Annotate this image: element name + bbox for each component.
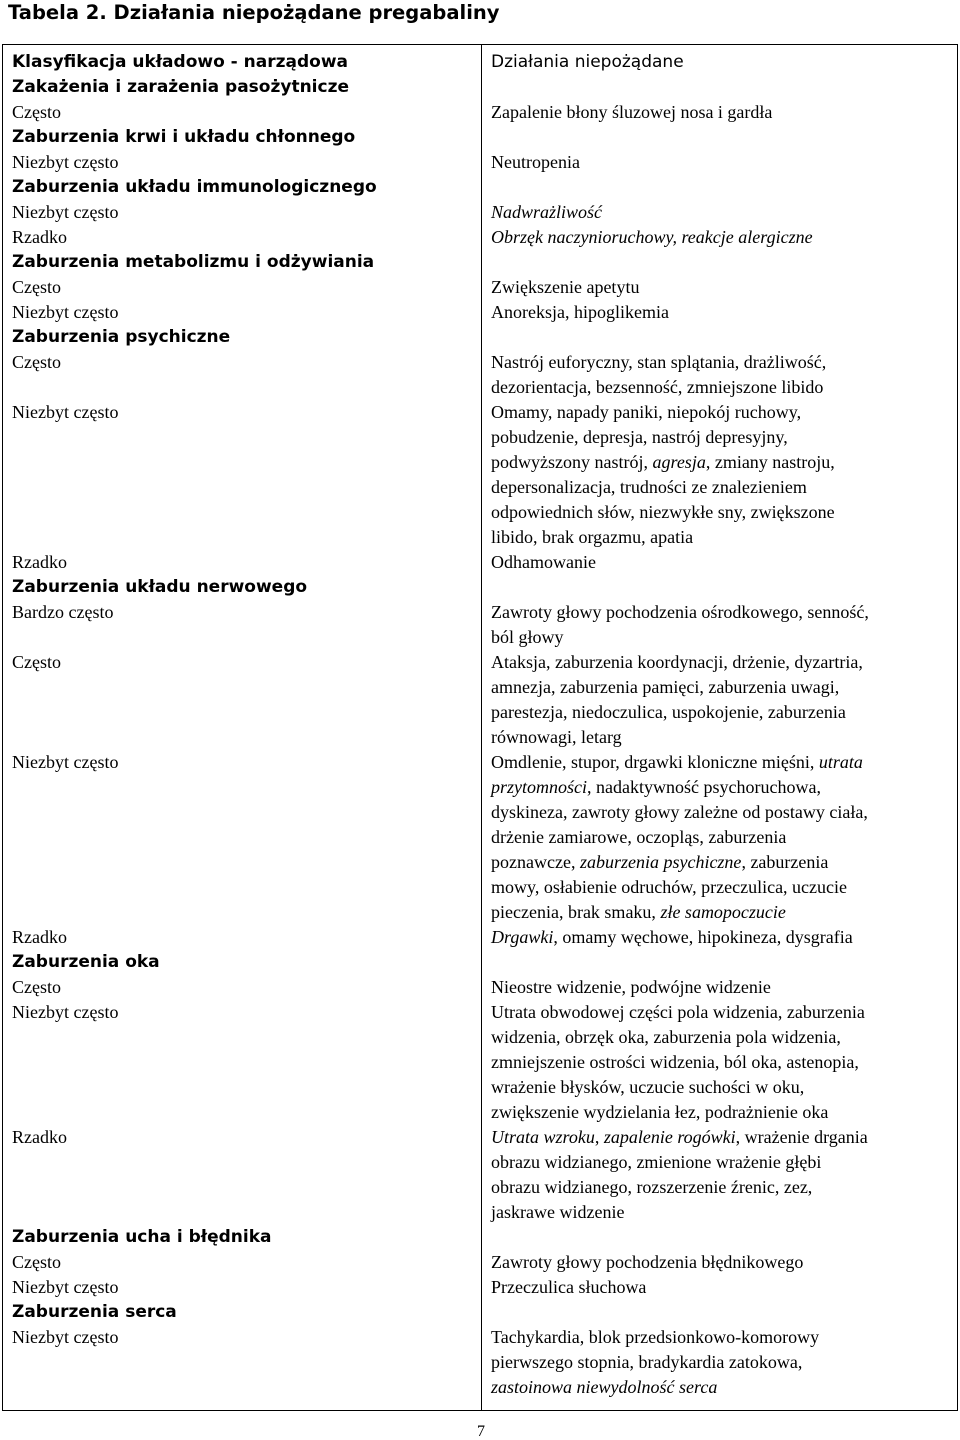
- italic-segment: agresja: [652, 452, 706, 472]
- frequency-label: Często: [12, 977, 61, 997]
- text-segment: Omamy, napady paniki, niepokój ruchowy,: [491, 402, 802, 422]
- cell-line: [491, 850, 953, 875]
- cell-line: [491, 1050, 953, 1075]
- cell-line: [491, 350, 953, 375]
- cell-line: [491, 1350, 953, 1375]
- text-segment: jaskrawe widzenie: [491, 1202, 625, 1222]
- organ-class-label: Zaburzenia psychiczne: [12, 327, 231, 347]
- cell-line: [491, 1150, 953, 1175]
- adverse-effects-cell: [491, 300, 953, 325]
- cell-line: [491, 225, 953, 250]
- frequency-label: Niezbyt często: [12, 402, 119, 422]
- column-divider: [481, 45, 482, 1410]
- text-segment: Utrata obwodowej części pola widzenia, zaburzenia: [491, 1002, 865, 1022]
- text-segment: poznawcze,: [491, 852, 580, 872]
- organ-class-label: Zakażenia i zarażenia pasożytnicze: [12, 77, 350, 97]
- cell-line: [491, 675, 953, 700]
- frequency-label: Często: [12, 1252, 61, 1272]
- cell-line: [491, 825, 953, 850]
- frequency-label: Bardzo często: [12, 602, 114, 622]
- frequency-label: Rzadko: [12, 1127, 67, 1147]
- frequency-label: Rzadko: [12, 927, 67, 947]
- adverse-effects-cell: [491, 100, 953, 125]
- cell-line: [491, 550, 953, 575]
- adverse-effects-cell: [491, 1000, 953, 1125]
- cell-line: [491, 700, 953, 725]
- cell-line: [491, 1325, 953, 1350]
- cell-line: [491, 100, 953, 125]
- text-segment: Nastrój euforyczny, stan splątania, drażliwość,: [491, 352, 827, 372]
- italic-segment: Utrata wzroku: [491, 1127, 595, 1147]
- text-segment: obrazu widzianego, rozszerzenie źrenic, zez,: [491, 1177, 813, 1197]
- cell-line: [491, 400, 953, 425]
- text-segment: , nadaktywność psychoruchowa,: [587, 777, 821, 797]
- cell-line: [491, 275, 953, 300]
- cell-line: [491, 1250, 953, 1275]
- text-segment: dyskineza, zawroty głowy zależne od postawy ciała,: [491, 802, 868, 822]
- text-segment: podwyższony nastrój,: [491, 452, 653, 472]
- adverse-effects-cell: [491, 150, 953, 175]
- organ-class-label: Zaburzenia oka: [12, 952, 160, 972]
- text-segment: dezorientacja, bezsenność, zmniejszone libido: [491, 377, 824, 397]
- adverse-effects-cell: [491, 200, 953, 225]
- adverse-effects-table: [2, 44, 958, 1411]
- cell-line: [491, 1200, 953, 1225]
- italic-segment: zapalenie rogówki: [603, 1127, 736, 1147]
- adverse-effects-cell: [491, 750, 953, 925]
- text-segment: Tachykardia, blok przedsionkowo-komorowy: [491, 1327, 820, 1347]
- organ-class-label: Zaburzenia krwi i układu chłonnego: [12, 127, 356, 147]
- cell-line: [491, 475, 953, 500]
- cell-line: [491, 975, 953, 1000]
- text-segment: , zmiany nastroju,: [705, 452, 835, 472]
- text-segment: widzenia, obrzęk oka, zaburzenia pola widzenia,: [491, 1027, 841, 1047]
- adverse-effects-cell: [491, 225, 953, 250]
- italic-segment: złe samopoczucie: [660, 902, 786, 922]
- cell-line: [491, 1175, 953, 1200]
- text-segment: zwiększenie wydzielania łez, podrażnienie oka: [491, 1102, 829, 1122]
- cell-line: [491, 450, 953, 475]
- adverse-effects-cell: [491, 275, 953, 300]
- text-segment: Omdlenie, stupor, drgawki kloniczne mięśni,: [491, 752, 819, 772]
- header-classification: Klasyfikacja układowo - narządowa: [12, 52, 349, 72]
- frequency-label: Niezbyt często: [12, 152, 119, 172]
- adverse-effects-cell: [491, 1325, 953, 1400]
- italic-segment: zaburzenia psychiczne: [579, 852, 742, 872]
- cell-line: [491, 500, 953, 525]
- cell-line: [491, 1125, 953, 1150]
- header-adverse-effects: Działania niepożądane: [491, 52, 684, 72]
- cell-line: [491, 800, 953, 825]
- frequency-label: Niezbyt często: [12, 1002, 119, 1022]
- text-segment: pierwszego stopnia, bradykardia zatokowa,: [491, 1352, 803, 1372]
- cell-line: [491, 925, 953, 950]
- adverse-effects-cell: [491, 550, 953, 575]
- italic-segment: przytomności: [491, 777, 587, 797]
- cell-line: [491, 600, 953, 625]
- text-segment: depersonalizacja, trudności ze znalezieniem: [491, 477, 807, 497]
- page-number: 7: [477, 1423, 485, 1440]
- organ-class-label: Zaburzenia ucha i błędnika: [12, 1227, 272, 1247]
- frequency-label: Często: [12, 102, 61, 122]
- frequency-label: Często: [12, 652, 61, 672]
- text-segment: mowy, osłabienie odruchów, przeczulica, uczucie: [491, 877, 848, 897]
- text-segment: parestezja, niedoczulica, uspokojenie, zaburzenia: [491, 702, 846, 722]
- cell-line: [491, 150, 953, 175]
- text-segment: pieczenia, brak smaku,: [491, 902, 661, 922]
- cell-line: [491, 725, 953, 750]
- frequency-label: Niezbyt często: [12, 1277, 119, 1297]
- cell-line: [491, 625, 953, 650]
- adverse-effects-cell: [491, 400, 953, 550]
- cell-line: [491, 775, 953, 800]
- cell-line: [491, 200, 953, 225]
- cell-line: [491, 1075, 953, 1100]
- text-segment: wrażenie błysków, uczucie suchości w oku,: [491, 1077, 805, 1097]
- table-title: Tabela 2. Działania niepożądane pregabaliny: [8, 1, 500, 24]
- organ-class-label: Zaburzenia układu immunologicznego: [12, 177, 377, 197]
- text-segment: zmniejszenie ostrości widzenia, ból oka, astenopia,: [491, 1052, 859, 1072]
- text-segment: pobudzenie, depresja, nastrój depresyjny,: [491, 427, 788, 447]
- frequency-label: Często: [12, 352, 61, 372]
- organ-class-label: Zaburzenia metabolizmu i odżywiania: [12, 252, 375, 272]
- text-segment: Zapalenie błony śluzowej nosa i gardła: [491, 102, 773, 122]
- italic-segment: Nadwrażliwość: [491, 202, 603, 222]
- text-segment: Nieostre widzenie, podwójne widzenie: [491, 977, 771, 997]
- cell-line: [491, 1100, 953, 1125]
- cell-line: [491, 650, 953, 675]
- cell-line: [491, 1275, 953, 1300]
- cell-line: [491, 425, 953, 450]
- table-header-row: [3, 50, 957, 75]
- text-segment: ból głowy: [491, 627, 564, 647]
- text-segment: równowagi, letarg: [491, 727, 622, 747]
- text-segment: amnezja, zaburzenia pamięci, zaburzenia uwagi,: [491, 677, 840, 697]
- cell-line: [491, 1000, 953, 1025]
- adverse-effects-cell: [491, 350, 953, 400]
- cell-line: [491, 300, 953, 325]
- text-segment: obrazu widzianego, zmienione wrażenie głębi: [491, 1152, 822, 1172]
- adverse-effects-cell: [491, 975, 953, 1000]
- cell-line: [491, 1025, 953, 1050]
- italic-segment: Drgawki: [491, 927, 554, 947]
- frequency-label: Niezbyt często: [12, 752, 119, 772]
- adverse-effects-cell: [491, 650, 953, 750]
- frequency-label: Niezbyt często: [12, 202, 119, 222]
- text-segment: , wrażenie drgania: [735, 1127, 868, 1147]
- text-segment: , zaburzenia: [741, 852, 829, 872]
- text-segment: Odhamowanie: [491, 552, 596, 572]
- cell-line: [491, 875, 953, 900]
- adverse-effects-cell: [491, 925, 953, 950]
- frequency-label: Rzadko: [12, 552, 67, 572]
- adverse-effects-cell: [491, 600, 953, 650]
- text-segment: , omamy węchowe, hipokineza, dysgrafia: [553, 927, 853, 947]
- frequency-label: Niezbyt często: [12, 1327, 119, 1347]
- text-segment: Ataksja, zaburzenia koordynacji, drżenie, dyzartria,: [491, 652, 863, 672]
- text-segment: Przeczulica słuchowa: [491, 1277, 647, 1297]
- text-segment: Zwiększenie apetytu: [491, 277, 640, 297]
- frequency-label: Niezbyt często: [12, 302, 119, 322]
- text-segment: drżenie zamiarowe, oczopląs, zaburzenia: [491, 827, 787, 847]
- organ-class-label: Zaburzenia serca: [12, 1302, 177, 1322]
- text-segment: Anoreksja, hipoglikemia: [491, 302, 669, 322]
- frequency-label: Często: [12, 277, 61, 297]
- text-segment: odpowiednich słów, niezwykłe sny, zwiększone: [491, 502, 835, 522]
- text-segment: ,: [594, 1127, 604, 1147]
- text-segment: Zawroty głowy pochodzenia ośrodkowego, senność,: [491, 602, 869, 622]
- adverse-effects-cell: [491, 1275, 953, 1300]
- cell-line: [491, 1375, 953, 1400]
- cell-line: [491, 525, 953, 550]
- italic-segment: utrata: [818, 752, 863, 772]
- italic-segment: zastoinowa niewydolność serca: [491, 1377, 718, 1397]
- cell-line: [491, 750, 953, 775]
- text-segment: Neutropenia: [491, 152, 580, 172]
- text-segment: libido, brak orgazmu, apatia: [491, 527, 694, 547]
- adverse-effects-cell: [491, 1125, 953, 1225]
- adverse-effects-cell: [491, 1250, 953, 1275]
- frequency-label: Rzadko: [12, 227, 67, 247]
- organ-class-label: Zaburzenia układu nerwowego: [12, 577, 308, 597]
- italic-segment: Obrzęk naczynioruchowy, reakcje alergiczne: [491, 227, 813, 247]
- text-segment: Zawroty głowy pochodzenia błędnikowego: [491, 1252, 804, 1272]
- cell-line: [491, 375, 953, 400]
- cell-line: [491, 900, 953, 925]
